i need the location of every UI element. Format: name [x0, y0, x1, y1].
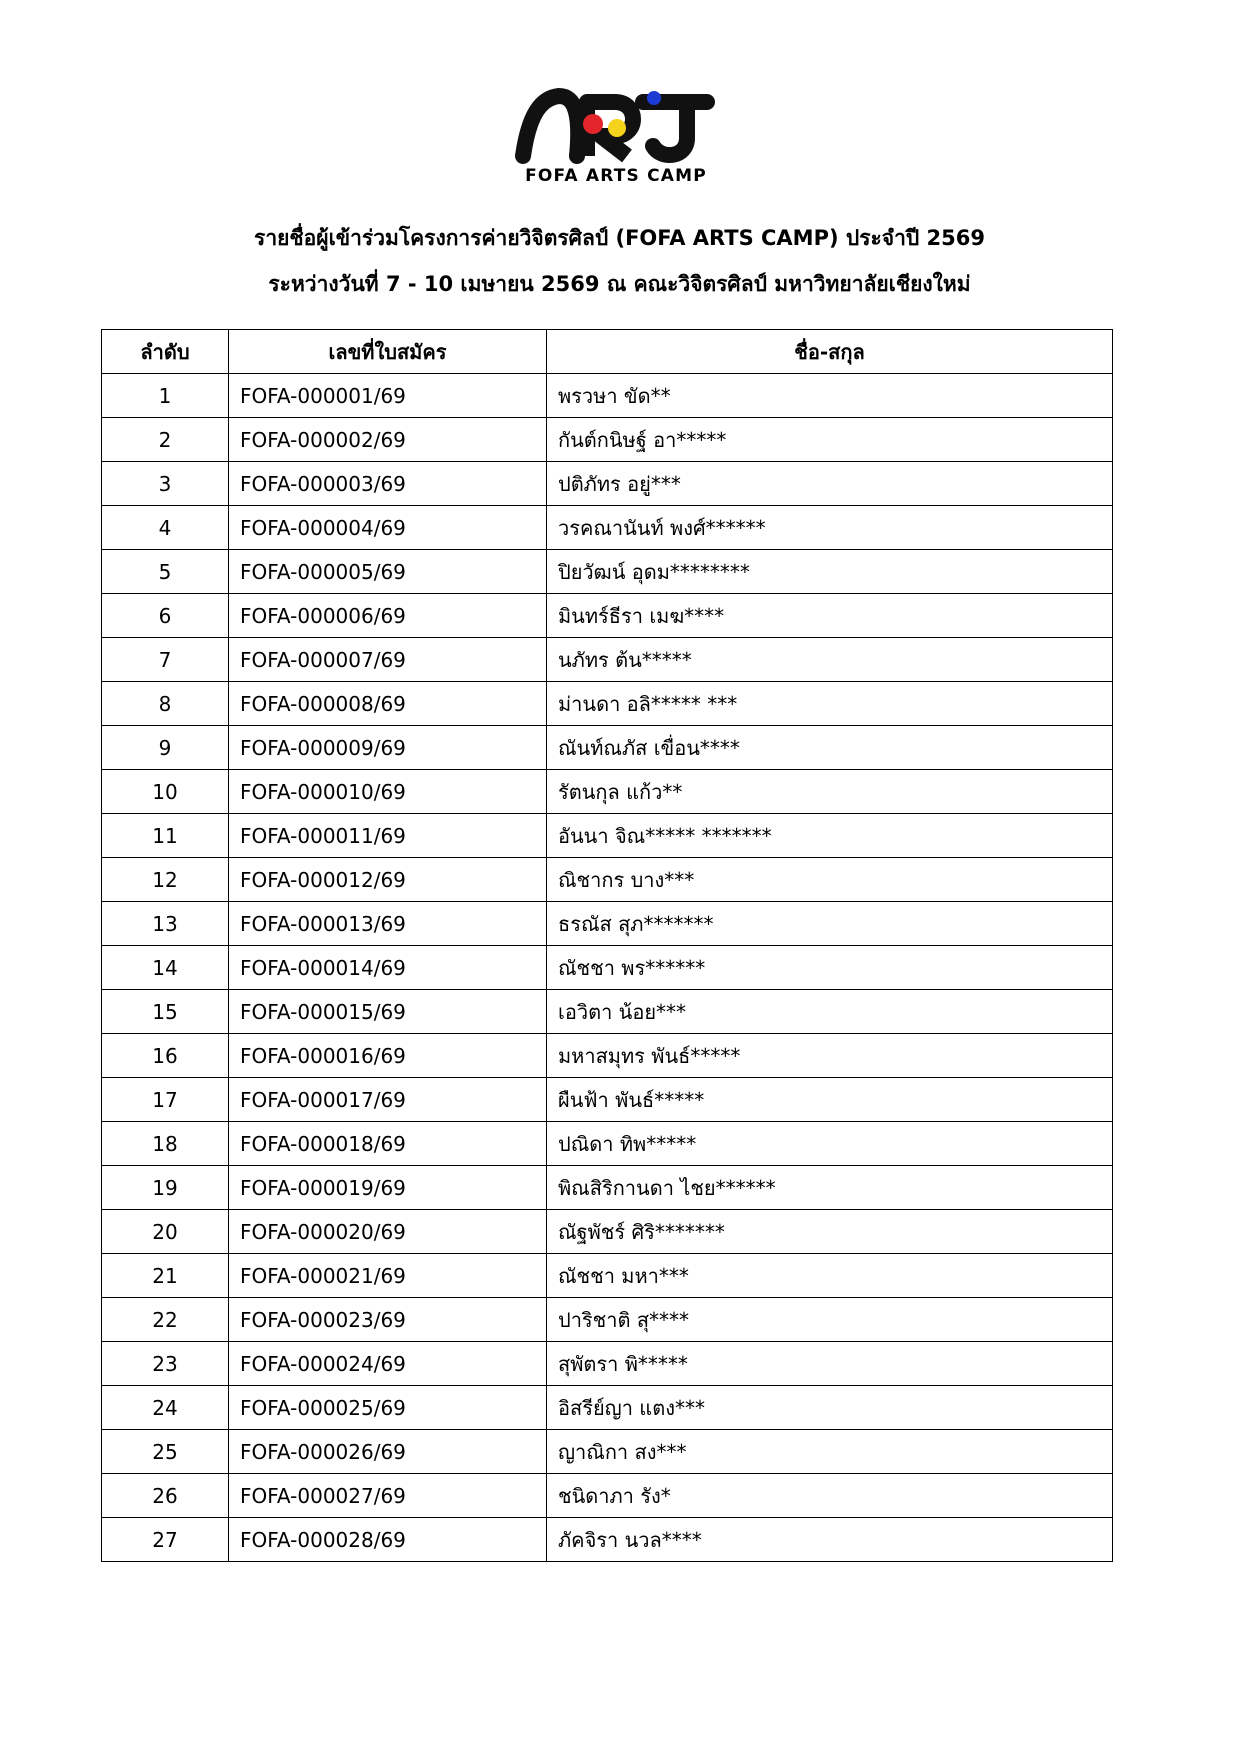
- cell-order: 19: [102, 1166, 229, 1210]
- cell-application-number: FOFA-000017/69: [229, 1078, 547, 1122]
- table-row: [102, 902, 1113, 946]
- table-row: [102, 418, 1113, 462]
- cell-full-name: ปติภัทร อยู่***: [547, 462, 1113, 506]
- cell-application-number: FOFA-000011/69: [229, 814, 547, 858]
- cell-application-number: FOFA-000020/69: [229, 1210, 547, 1254]
- table-row: [102, 1430, 1113, 1474]
- table-row: [102, 594, 1113, 638]
- table-row: [102, 858, 1113, 902]
- participant-table: [101, 329, 1113, 1562]
- cell-application-number: FOFA-000007/69: [229, 638, 547, 682]
- cell-application-number: FOFA-000019/69: [229, 1166, 547, 1210]
- cell-order: 25: [102, 1430, 229, 1474]
- cell-order: 21: [102, 1254, 229, 1298]
- cell-application-number: FOFA-000027/69: [229, 1474, 547, 1518]
- cell-order: 26: [102, 1474, 229, 1518]
- cell-full-name: สุพัตรา พิ*****: [547, 1342, 1113, 1386]
- cell-application-number: FOFA-000028/69: [229, 1518, 547, 1562]
- cell-application-number: FOFA-000012/69: [229, 858, 547, 902]
- table-row: [102, 462, 1113, 506]
- table-row: [102, 682, 1113, 726]
- cell-full-name: พิณสิริกานดา ไชย******: [547, 1166, 1113, 1210]
- cell-application-number: FOFA-000010/69: [229, 770, 547, 814]
- cell-order: 7: [102, 638, 229, 682]
- table-row: [102, 1034, 1113, 1078]
- cell-full-name: รัตนกุล แก้ว**: [547, 770, 1113, 814]
- cell-full-name: มินทร์ธีรา เมฆ****: [547, 594, 1113, 638]
- cell-full-name: กันต์กนิษฐ์ อา*****: [547, 418, 1113, 462]
- cell-application-number: FOFA-000014/69: [229, 946, 547, 990]
- cell-full-name: อิสรีย์ญา แตง***: [547, 1386, 1113, 1430]
- cell-full-name: วรคณานันท์ พงศ์******: [547, 506, 1113, 550]
- cell-application-number: FOFA-000003/69: [229, 462, 547, 506]
- cell-order: 27: [102, 1518, 229, 1562]
- cell-full-name: ธรณัส สุภ*******: [547, 902, 1113, 946]
- table-row: [102, 1518, 1113, 1562]
- cell-full-name: ภัคจิรา นวล****: [547, 1518, 1113, 1562]
- cell-application-number: FOFA-000009/69: [229, 726, 547, 770]
- table-row: [102, 1386, 1113, 1430]
- cell-application-number: FOFA-000005/69: [229, 550, 547, 594]
- cell-order: 1: [102, 374, 229, 418]
- cell-application-number: FOFA-000004/69: [229, 506, 547, 550]
- header-application-number: เลขที่ใบสมัคร: [229, 330, 547, 374]
- table-header-row: [102, 330, 1113, 374]
- cell-order: 9: [102, 726, 229, 770]
- cell-full-name: ม่านดา อลิ***** ***: [547, 682, 1113, 726]
- table-row: [102, 1298, 1113, 1342]
- cell-full-name: ญาณิกา สง***: [547, 1430, 1113, 1474]
- cell-order: 6: [102, 594, 229, 638]
- cell-order: 22: [102, 1298, 229, 1342]
- cell-full-name: พรวษา ขัด**: [547, 374, 1113, 418]
- cell-order: 13: [102, 902, 229, 946]
- cell-order: 4: [102, 506, 229, 550]
- cell-application-number: FOFA-000008/69: [229, 682, 547, 726]
- cell-order: 23: [102, 1342, 229, 1386]
- cell-full-name: มหาสมุทร พันธ์*****: [547, 1034, 1113, 1078]
- table-row: [102, 946, 1113, 990]
- cell-application-number: FOFA-000016/69: [229, 1034, 547, 1078]
- logo-caption: FOFA ARTS CAMP: [525, 166, 707, 186]
- cell-full-name: นภัทร ต้น*****: [547, 638, 1113, 682]
- table-row: [102, 550, 1113, 594]
- table-row: [102, 1078, 1113, 1122]
- cell-full-name: ผืนฟ้า พันธ์*****: [547, 1078, 1113, 1122]
- cell-order: 2: [102, 418, 229, 462]
- table-row: [102, 726, 1113, 770]
- cell-application-number: FOFA-000023/69: [229, 1298, 547, 1342]
- cell-order: 3: [102, 462, 229, 506]
- table-row: [102, 1474, 1113, 1518]
- document-subtitle: ระหว่างวันที่ 7 - 10 เมษายน 2569 ณ คณะวิจิตรศิลป์ มหาวิทยาลัยเชียงใหม่: [268, 272, 971, 296]
- table-row: [102, 1254, 1113, 1298]
- cell-application-number: FOFA-000024/69: [229, 1342, 547, 1386]
- cell-order: 17: [102, 1078, 229, 1122]
- cell-full-name: ปิยวัฒน์ อุดม********: [547, 550, 1113, 594]
- cell-order: 15: [102, 990, 229, 1034]
- cell-full-name: อันนา จิณ***** *******: [547, 814, 1113, 858]
- table-row: [102, 1210, 1113, 1254]
- table-row: [102, 990, 1113, 1034]
- table-row: [102, 506, 1113, 550]
- cell-application-number: FOFA-000015/69: [229, 990, 547, 1034]
- cell-order: 12: [102, 858, 229, 902]
- cell-full-name: ณัชชา พร******: [547, 946, 1113, 990]
- cell-full-name: ณันท์ณภัส เขื่อน****: [547, 726, 1113, 770]
- cell-application-number: FOFA-000002/69: [229, 418, 547, 462]
- cell-order: 24: [102, 1386, 229, 1430]
- cell-full-name: ปาริชาติ สุ****: [547, 1298, 1113, 1342]
- table-row: [102, 1342, 1113, 1386]
- cell-full-name: เอวิตา น้อย***: [547, 990, 1113, 1034]
- cell-application-number: FOFA-000026/69: [229, 1430, 547, 1474]
- cell-full-name: ปณิดา ทิพ*****: [547, 1122, 1113, 1166]
- cell-application-number: FOFA-000021/69: [229, 1254, 547, 1298]
- cell-order: 5: [102, 550, 229, 594]
- header-order: ลำดับ: [102, 330, 229, 374]
- cell-order: 16: [102, 1034, 229, 1078]
- cell-order: 10: [102, 770, 229, 814]
- table-row: [102, 1122, 1113, 1166]
- table-row: [102, 638, 1113, 682]
- table-row: [102, 814, 1113, 858]
- cell-full-name: ณิชากร บาง***: [547, 858, 1113, 902]
- cell-application-number: FOFA-000013/69: [229, 902, 547, 946]
- cell-application-number: FOFA-000018/69: [229, 1122, 547, 1166]
- cell-application-number: FOFA-000001/69: [229, 374, 547, 418]
- cell-application-number: FOFA-000025/69: [229, 1386, 547, 1430]
- cell-application-number: FOFA-000006/69: [229, 594, 547, 638]
- cell-order: 14: [102, 946, 229, 990]
- table-row: [102, 374, 1113, 418]
- document-title: รายชื่อผู้เข้าร่วมโครงการค่ายวิจิตรศิลป์ (FOFA ARTS CAMP) ประจำปี 2569: [254, 226, 985, 250]
- cell-full-name: ชนิดาภา รัง*: [547, 1474, 1113, 1518]
- cell-order: 18: [102, 1122, 229, 1166]
- table-row: [102, 770, 1113, 814]
- cell-order: 8: [102, 682, 229, 726]
- header-full-name: ชื่อ-สกุล: [547, 330, 1113, 374]
- cell-order: 20: [102, 1210, 229, 1254]
- cell-full-name: ณัฐพัชร์ ศิริ*******: [547, 1210, 1113, 1254]
- table-row: [102, 1166, 1113, 1210]
- cell-full-name: ณัชชา มหา***: [547, 1254, 1113, 1298]
- cell-order: 11: [102, 814, 229, 858]
